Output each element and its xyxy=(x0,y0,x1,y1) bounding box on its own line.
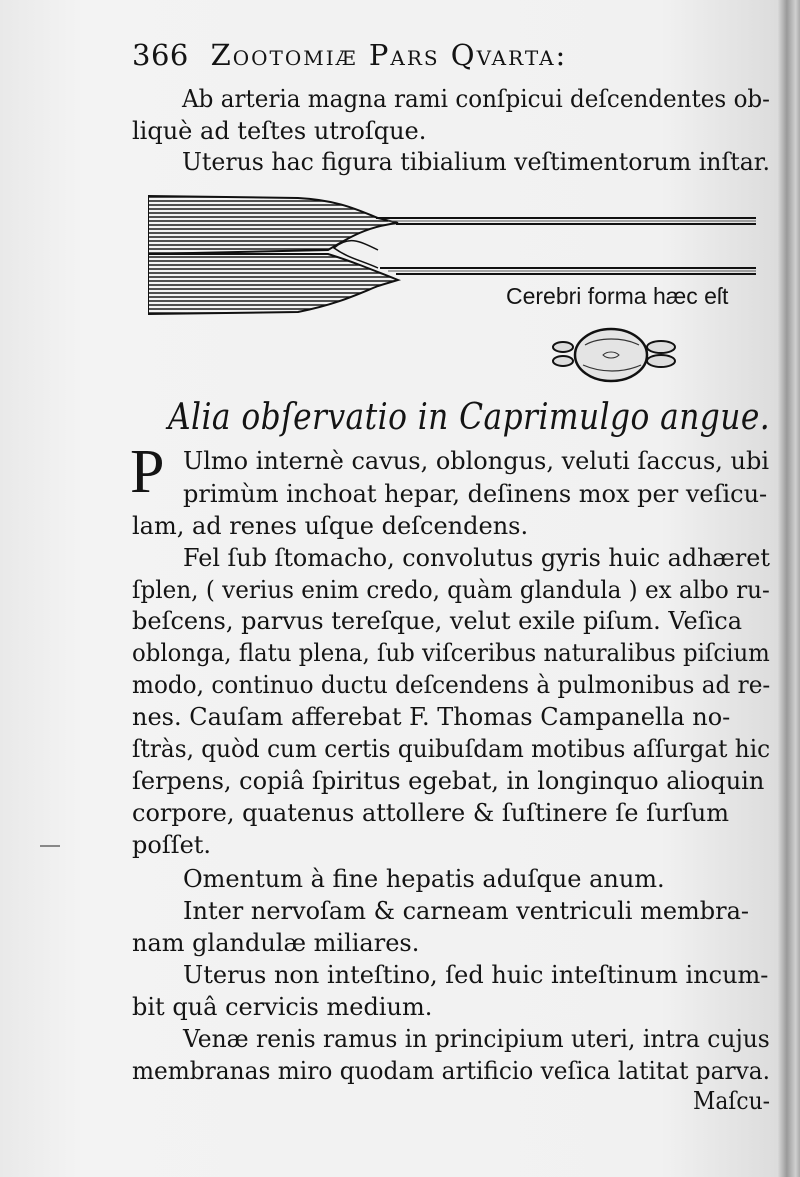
catchword: Maſcu- xyxy=(693,1087,770,1115)
page-number: 366 xyxy=(132,38,189,72)
text-line: Ulmo internè cavus, oblongus, veluti ſaccus, ubi xyxy=(183,447,770,475)
text-line: liquè ad teſtes utroſque. xyxy=(132,117,427,145)
book-gutter xyxy=(778,0,800,1177)
text-line: nes. Cauſam afferebat F. Thomas Campanella no- xyxy=(132,703,731,731)
figure-caption: Cerebri forma hæc eſt xyxy=(506,283,729,309)
text-line: Venæ renis ramus in principium uteri, intra cujus xyxy=(183,1025,770,1053)
text-line: corpore, quatenus attollere & ſuſtinere ſe ſurſum xyxy=(132,799,729,827)
text-line: nam glandulæ miliares. xyxy=(132,929,420,957)
text-line: bit quâ cervicis medium. xyxy=(132,993,433,1021)
text-line: Omentum à fine hepatis aduſque anum. xyxy=(183,865,665,893)
text-line: lam, ad renes uſque deſcendens. xyxy=(132,512,529,540)
text-line: Inter nervoſam & carneam ventriculi membra- xyxy=(183,897,750,925)
text-line: Uterus hac figura tibialium veſtimentorum inſtar. xyxy=(182,148,770,176)
text-line: Uterus non inteſtino, ſed huic inteſtinum incum- xyxy=(183,961,769,989)
text-line: primùm inchoat hepar, deſinens mox per veſicu- xyxy=(183,480,768,508)
text-line: Fel ſub ſtomacho, convolutus gyris huic adhæret xyxy=(183,544,770,572)
text-line: beſcens, parvus tereſque, velut exile piſum. Veſica xyxy=(132,607,743,635)
text-line: modo, continuo ductu deſcendens à pulmonibus ad re- xyxy=(132,671,771,699)
running-header xyxy=(132,38,567,72)
text-line: ſplen, ( verius enim credo, quàm glandula ) ex albo ru- xyxy=(132,576,770,604)
text-line: ſerpens, copiâ ſpiritus egebat, in longinquo alioquin xyxy=(132,767,765,795)
text-line: oblonga, flatu plena, ſub viſceribus naturalibus piſcium xyxy=(132,639,770,667)
text-line: poſſet. xyxy=(132,831,212,859)
text-line: ſtràs, quòd cum certis quibuſdam motibus aſſurgat hic xyxy=(132,735,771,763)
running-title: Zootomiæ Pars Qvarta: xyxy=(210,38,568,72)
text-line: membranas miro quodam artificio veſica latitat parva. xyxy=(132,1057,770,1085)
text-line: Ab arteria magna rami conſpicui deſcendentes ob- xyxy=(182,85,770,113)
brain-figure xyxy=(549,323,691,387)
section-heading: Alia obſervatio in Caprimulgo angue. xyxy=(168,397,771,438)
margin-mark xyxy=(40,845,60,847)
drop-cap: P xyxy=(130,438,165,506)
